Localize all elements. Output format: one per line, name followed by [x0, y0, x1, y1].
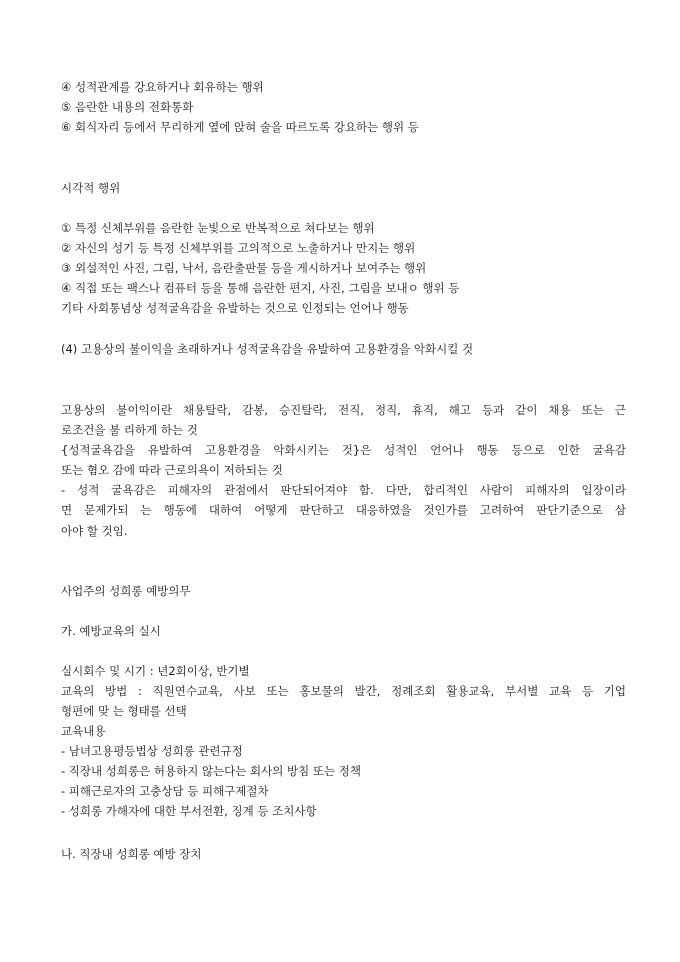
list-item: ⑥ 회식자리 등에서 무리하게 옆에 앉혀 술을 따르도록 강요하는 행위 등	[61, 120, 419, 134]
paragraph-line: {성적굴욕감을 유발하여 고용환경을 악화시키는 것}은 성적인 언어나 행동 등으로 인한 굴욕감	[61, 443, 626, 457]
paragraph-line: 면 문제가되 는 행동에 대하여 어떻게 판단하고 대응하였을 것인가를 고려하여 판단기준으로 삼	[61, 503, 626, 517]
paragraph-line: 실시회수 및 시기 : 년2회이상, 반기별	[61, 664, 250, 678]
paragraph-line: - 성적 굴욕감은 피해자의 관점에서 판단되어져야 함. 다만, 합리적인 사람이 피해자의 입장이라	[61, 483, 626, 497]
list-item: ④ 직접 또는 팩스나 컴퓨터 등을 통해 음란한 편지, 사진, 그림을 보내ㅇ 행위 등	[61, 281, 460, 295]
list-item: - 직장내 성희롱은 허용하지 않는다는 회사의 방침 또는 정책	[61, 764, 362, 778]
paragraph-line: 아야 할 것임.	[61, 524, 128, 538]
section-title-visual: 시각적 행위	[61, 181, 121, 195]
list-item: ② 자신의 성기 등 특정 신체부위를 고의적으로 노출하거나 만지는 행위	[61, 241, 416, 255]
paragraph-line: 형편에 맞 는 형태를 선택	[61, 704, 187, 718]
list-item: ① 특정 신체부위를 음란한 눈빛으로 반복적으로 쳐다보는 행위	[61, 221, 375, 235]
subsection-title-b: 나. 직장내 성희롱 예방 장치	[61, 847, 202, 861]
list-item: - 성희롱 가해자에 대한 부서전환, 징계 등 조치사항	[61, 804, 317, 818]
list-item: - 피해근로자의 고충상담 등 피해구제절차	[61, 784, 269, 798]
section-title-employer: 사업주의 성희롱 예방의무	[61, 584, 191, 598]
paragraph-line: 로조건을 불 리하게 하는 것	[61, 423, 198, 437]
list-item: ③ 외설적인 사진, 그림, 낙서, 음란출판물 등을 게시하거나 보여주는 행위	[61, 261, 427, 275]
paragraph-line: 교육의 방법 : 직원연수교육, 사보 또는 홍보물의 발간, 정례조회 활용교육, 부서별 교육 등 기업	[61, 684, 626, 698]
paragraph-line: 고용상의 불이익이란 채용탈락, 감봉, 승진탈락, 전직, 정직, 휴직, 해고 등과 같이 채용 또는 근	[61, 403, 626, 417]
section-title-employment: (4) 고용상의 불이익을 초래하거나 성적굴욕감을 유발하여 고용환경을 악화시킬 것	[61, 342, 474, 356]
list-item: ④ 성적관계를 강요하거나 회유하는 행위	[61, 80, 264, 94]
subsection-title-a: 가. 예방교육의 실시	[61, 624, 161, 638]
paragraph-line: 또는 혐오 감에 따라 근로의욕이 저하되는 것	[61, 463, 283, 477]
list-item: ⑤ 음란한 내용의 전화통화	[61, 100, 194, 114]
list-item: 기타 사회통념상 성적굴욕감을 유발하는 것으로 인정되는 언어나 행동	[61, 301, 409, 315]
list-item: - 남녀고용평등법상 성희롱 관련규정	[61, 744, 243, 758]
paragraph-line: 교육내용	[61, 724, 106, 738]
